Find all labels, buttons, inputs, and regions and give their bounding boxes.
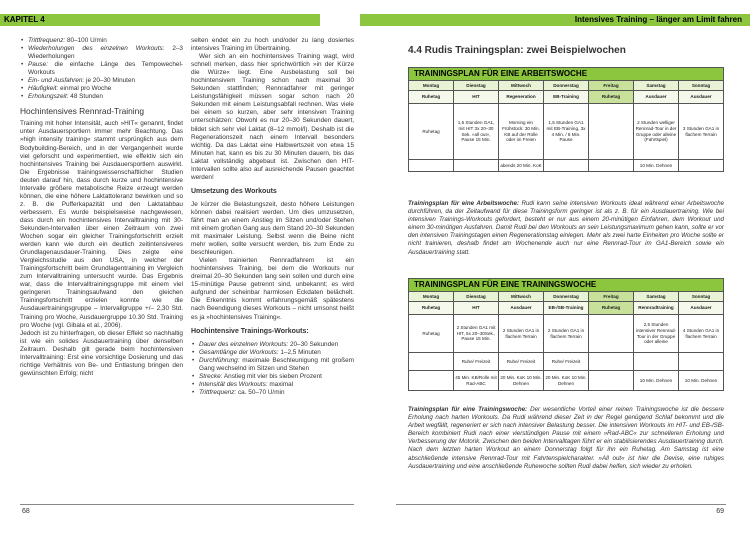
plan-row: [409, 160, 724, 172]
plan-cell: 2 Stunden GA1 mit HIT, 5x 20–30Sek., Pause 15 Min.: [454, 315, 499, 353]
training-type: EB-/SB-Training: [544, 302, 589, 315]
plan-cell: 10 Min. Dehnen: [679, 371, 724, 391]
plan-row: [409, 371, 724, 391]
training-type: HIT: [454, 91, 499, 104]
bullet-label: Gesamtlänge der Workouts:: [199, 348, 279, 356]
section-title: 4.4 Rudis Trainingsplan: zwei Beispielwochen: [408, 45, 626, 56]
page-number-right: 69: [716, 508, 724, 515]
plan-cell: [409, 160, 454, 172]
training-type: Ausdauer: [634, 91, 679, 104]
day-header: Dienstag: [454, 81, 499, 91]
day-header: Montag: [409, 292, 454, 302]
training-type: Rennradtraining: [634, 302, 679, 315]
bullet-label: Häufigkeit:: [28, 85, 59, 93]
plan-cell: [409, 353, 454, 371]
section-heading: Hochintensives Rennrad-Training: [20, 106, 144, 117]
bullet-label: Intensität des Workouts:: [199, 380, 268, 388]
bullet-text: maximal: [267, 380, 294, 388]
plan-cell: [454, 160, 499, 172]
body-paragraph: Jedoch ist zu hinterfragen, ob dieser Effekt so nachhaltig ist wie ein solides Ausdauertraining über denselben Zeitraum. Deshalb gilt gerade beim hochintensiven Intervalltraining: Erst eine vorsichtige Dosierung und das richtige Verhältnis von Be- und Entlastung bringen den gewünschten Erfolg; nicht: [20, 329, 183, 377]
plan-row: [409, 315, 724, 353]
plan-cell: Ruhetag: [409, 315, 454, 353]
day-header: Sonntag: [679, 81, 724, 91]
body-paragraph: Vielen trainierten Rennradfahrern ist ein hochintensives Training, bei dem die Workouts nur dreimal 20–30 Sekunden lang sein sollen und durch eine 15-minütige Pause getrennt sind, unbekannt; es wird aufgrund der scheinbar harmlosen Eckdaten belächelt. Die Erkenntnis kommt erfahrungsgemäß spätestens nach Beendigung dieses Workouts – nicht umsonst heißt es ja »hochintensives Training«.: [191, 257, 354, 321]
type-row: [409, 302, 724, 315]
bullet-list-2: [191, 341, 354, 397]
training-type: Ausdauer: [499, 302, 544, 315]
bullet-item: [20, 77, 183, 85]
plan-cell: Morning ein Frühstück: 30 Min. KB auf der Rolle oder im Freien: [499, 104, 544, 160]
caption-label: Trainingsplan für eine Arbeitswoche:: [408, 200, 520, 207]
training-plan-workweek: [408, 67, 724, 172]
bullet-item: [191, 349, 354, 357]
plan-cell: Ruhetag: [409, 104, 454, 160]
bullet-item: [20, 85, 183, 93]
bullet-item: [191, 341, 354, 349]
plan-cell: [589, 104, 634, 160]
body-paragraph: Training mit hoher Intensität, auch »HIT« genannt, findet unter Ausdauersportlern immer mehr Beachtung. Das »high intensity training« stammt ursprünglich aus dem Bodybuilding-Bereich, und in der Vergangenheit wurde viel geforscht und experimentiert, wie effektiv sich ein hochintensives Training bei Ausdauersportlern auswirkt. Die Ergebnisse trainingswissenschaftlicher Studien deuten darauf hin, dass durch kurze und hochintensive Intervalle größere metabolische Reize erzeugt werden können, die eine höhere Laktattoleranz bewirken und so z. B. die Pufferkapazität und den Laktatabbau verbessern. Es wurde beispielsweise nachgewiesen, dass durch ein hochintensives Intervalltraining mit 30-Sekunden-Intervallen über einen Zeitraum von zwei Wochen sogar ein gleicher Trainingsfortschritt erzielt werden kann wie durch ein deutlich zeitintensiveres Grundlagenausdauer-Training. Dies zeigte eine Vergleichsstudie aus den USA, in welcher der Trainingsfortschritt beim Grundlagentraining im Vergleich zum Intervalltraining untersucht wurde. Das Ergebnis war, dass die Intervalltrainingsgruppe mit einem viel geringeren Trainingsaufwand den gleichen Trainingsfortschritt erzielen konnte wie die Ausdauertrainingsgruppe – Intervallgruppe +/– 2,30 Std. Training pro Woche, Ausdauergruppe 10.30 Std. Training pro Woche (vgl. Gibala et al., 2006).: [20, 120, 183, 329]
bullet-item: [191, 373, 354, 381]
day-row: [409, 81, 724, 91]
plan-cell: 2 Stunden GA1 in flachem Terrain: [544, 315, 589, 353]
training-type: Regeneration: [499, 91, 544, 104]
plan-title: TRAININGSPLAN FÜR EINE TRAININGSWOCHE: [409, 279, 724, 292]
bullet-item: [191, 389, 354, 397]
bullet-text: ca. 50–70 U/min: [236, 388, 285, 396]
running-title: Intensives Training – länger am Limit fahren: [574, 15, 742, 24]
bullet-text: 1–2,5 Minuten: [278, 348, 321, 356]
type-row: [409, 91, 724, 104]
plan-title: TRAININGSPLAN FÜR EINE ARBEITSWOCHE: [409, 68, 724, 81]
bullet-item: [20, 45, 183, 61]
day-header: Montag: [409, 81, 454, 91]
plan-cell: [589, 315, 634, 353]
left-column-2: [191, 37, 354, 397]
plan-cell: [544, 160, 589, 172]
caption-label: Trainingsplan für eine Trainingswoche:: [408, 406, 528, 413]
day-header: Samstag: [634, 81, 679, 91]
plan-cell: abends 20 Min. KoK: [499, 160, 544, 172]
plan-cell: 20 Min. KoK 10 Min. Dehnen: [544, 371, 589, 391]
plan-cell: [589, 160, 634, 172]
day-row: [409, 292, 724, 302]
bullet-item: [20, 93, 183, 101]
training-type: HIT: [454, 302, 499, 315]
subheading: Hochintensive Trainings-Workouts:: [191, 327, 309, 335]
day-header: Donnerstag: [544, 81, 589, 91]
training-type: Ruhetag: [409, 302, 454, 315]
plan-cell: 10 Min. Dehnen: [634, 371, 679, 391]
training-type: Ruhetag: [589, 91, 634, 104]
plan-caption: [408, 200, 724, 257]
training-type: Ausdauer: [679, 302, 724, 315]
plan-cell: Ruhe/ Freizeit: [544, 353, 589, 371]
plan-cell: 10 Min. Dehnen: [634, 160, 679, 172]
day-header: Dienstag: [454, 292, 499, 302]
bullet-label: Trittfrequenz:: [199, 388, 237, 396]
bullet-text: die einfache Länge des Tempowechel-Workouts: [28, 61, 183, 77]
bullet-label: Durchführung:: [199, 356, 240, 364]
bullet-item: [191, 357, 354, 373]
day-header: Freitag: [589, 292, 634, 302]
body-paragraph: Wer sich an ein hochintensives Training wagt, wird schnell merken, dass hier sprichwörtlich »in der Kürze die Würze« liegt. Eine Ausbelastung soll bei hochintensivem Training schon nach maximal 30 Sekunden stattfinden; Rennradfahrer mit geringer Leistungsfähigkeit müssen sogar schon nach 20 Sekunden mit einem Leistungsabfall rechnen. Was viele bei einem so kurzen, aber sehr intensiven Training unterschätzen: Obwohl es nur 20–30 Sekunden dauert, bildet sich sehr viel Laktat (8–12 mmol/l). Deshalb ist die Regenerationszeit nach einem Intervall besonders wichtig. Da das Laktat eine Halbwertszeit von etwa 15 Minuten hat, kann es bis zu 30 Minuten dauern, bis das Laktat vollständig abgebaut ist. Zwischen den HIT-Intervallen sollte also auf ausreichende Pausen geachtet werden!: [191, 53, 354, 181]
plan-cell: [589, 353, 634, 371]
training-type: EB-Training: [544, 91, 589, 104]
plan-cell: 4 Stunden GA1 in flachem Terrain: [679, 315, 724, 353]
bullet-text: einmal pro Woche: [58, 85, 112, 93]
bullet-text: Anstieg mit vier bis sieben Prozent: [222, 372, 322, 380]
bullet-text: maximale Beschleunigung mit großem Gang wechselnd im Sitzen und Stehen: [199, 356, 354, 372]
bullet-item: [20, 61, 183, 77]
body-paragraph: selten endet ein zu hoch und/oder zu lang dosiertes intensives Training im Übertraining.: [191, 37, 354, 53]
training-type: Ausdauer: [679, 91, 724, 104]
plan-caption: [408, 406, 724, 471]
bullet-text: je 20–30 Minuten: [84, 77, 136, 85]
bullet-item: [20, 37, 183, 45]
bullet-label: Pause:: [28, 61, 48, 69]
bullet-label: Ein- und Ausfahren:: [28, 77, 85, 85]
plan-cell: [589, 371, 634, 391]
day-header: Mittwoch: [499, 292, 544, 302]
plan-cell: [634, 353, 679, 371]
plan-cell: [679, 353, 724, 371]
plan-cell: [679, 160, 724, 172]
day-header: Freitag: [589, 81, 634, 91]
subheading: Umsetzung des Workouts: [191, 187, 277, 195]
bullet-text: 48 Stunden: [68, 93, 103, 101]
caption-text: Rudi kann seine intensiven Workouts ideal während einer Arbeitswoche durchführen, da der Zeitaufwand für diese Trainingsform geringer ist als z. B. für ein Ausdauertraining. Wie bei intensiven Trainings-Workouts gefordert, besteht er nur aus einem 20-minütigen Einfahren, dem Workout und einem 30-minütigen Ausfahren. Damit Rudi bei den Workouts an sein Leistungsmaximum gehen kann, sollte er vor den intensiven Trainingstagen einen Regenerationstag einlegen. Mehr als zwei harte Einheiten pro Woche sollte er nicht trainieren, deshalb findet am Wochenende auch nur eine Rennrad-Tour im GA1-Bereich sowie ein Ausdauertraining statt.: [408, 200, 724, 256]
plan-cell: 2 Stunden GA1 in flachem Terrain: [499, 315, 544, 353]
plan-cell: 2,5 Stunden intensiver Rennrad-Tour in der Gruppe oder alleine: [634, 315, 679, 353]
bullet-item: [191, 381, 354, 389]
bullet-label: Strecke:: [199, 372, 223, 380]
day-header: Donnerstag: [544, 292, 589, 302]
bullet-text: 2–3 Wiederholungen: [28, 45, 183, 61]
day-header: Sonntag: [679, 292, 724, 302]
training-plan-trainingweek: [408, 278, 724, 391]
body-paragraph: Je kürzer die Belastungszeit, desto höhere Leistungen können dabei realisiert werden. Um dies umzusetzen, fährt man an einem Anstieg im Sitzen und/oder Stehen mit einem großen Gang aus dem Stand 20–30 Sekunden mit maximaler Leistung. Selbst wenn die Beine nicht mehr wollen, sollte versucht werden, bis zum Ende zu beschleunigen.: [191, 200, 354, 257]
plan-cell: 1,5 Stunden GA1 mit EB-Training, 3x 4 Min. / 8 Min. Pause: [544, 104, 589, 160]
plan-cell: [409, 371, 454, 391]
caption-text: Der wesentliche Vorteil einer reinen Trainingswoche ist die bessere Erholung nach harten Workouts. Da Rudi während dieser Zeit in der Regel genügend Schlaf bekommt und die Arbeit wegfällt, regeneriert er sich nach intensiver Belastung besser. Die intensiven Workouts im HIT- und EB-/SB-Bereich kombiniert Rudi nach einer vierstündigen Pause mit einem »Rad-ABC« zur schnelleren Erholung und Verbesserung der Motorik. Zwischen den beiden Intervalltagen führt er ein stabilisierendes Ausdauertraining durch. Nach dem letzten harten Workout an einem Donnerstag folgt für ihn ein Ruhetag. Am Samstag ist eine abschließende intensive Rennrad-Tour mit Fahrtenspielcharakter. »All out« ist hier die Devise, eine ruhiges Ausdauertraining und eine anschließende Ruhewoche sollten Rudi dabei helfen, sich wieder zu erholen.: [408, 406, 724, 470]
training-type: Ruhetag: [409, 91, 454, 104]
day-header: Mittwoch: [499, 81, 544, 91]
footer-rule-left: [20, 504, 354, 505]
bullet-list-1: [20, 37, 183, 101]
bullet-text: 80–100 U/min: [65, 37, 107, 44]
plan-cell: 45 Min. KB/Rolle mit Rad-ABC: [454, 371, 499, 391]
chapter-label: KAPITEL 4: [4, 15, 45, 24]
plan-cell: Ruhe/ Freizeit: [454, 353, 499, 371]
bullet-label: Erholungszeit:: [28, 93, 69, 101]
plan-cell: 3 Stunden GA1 in flachem Terrain: [679, 104, 724, 160]
day-header: Samstag: [634, 292, 679, 302]
bullet-label: Trittfrequenz:: [28, 37, 66, 44]
bullet-text: 20–30 Sekunden: [288, 340, 339, 348]
plan-cell: 20 Min. KoK 10 Min. Dehnen: [499, 371, 544, 391]
training-type: Ruhetag: [589, 302, 634, 315]
footer-rule-right: [396, 504, 726, 505]
plan-row: [409, 104, 724, 160]
bullet-label: Dauer des einzelnen Workouts:: [199, 340, 289, 348]
page-number-left: 68: [22, 508, 30, 515]
plan-cell: Ruhe/ Freizeit: [499, 353, 544, 371]
left-column-1: [20, 37, 183, 378]
plan-row: [409, 353, 724, 371]
bullet-label: Wiederholungen des einzelnen Workouts:: [28, 45, 165, 53]
plan-cell: 1,5 Stunden GA1, mit HIT 3x 20–30 Sek. »all out«, Pause 15 Min.: [454, 104, 499, 160]
plan-cell: 2 Stunden welliger Rennrad-Tour in der Gruppe oder alleine (Fahrtspiel): [634, 104, 679, 160]
header-bar-left: [0, 14, 320, 26]
